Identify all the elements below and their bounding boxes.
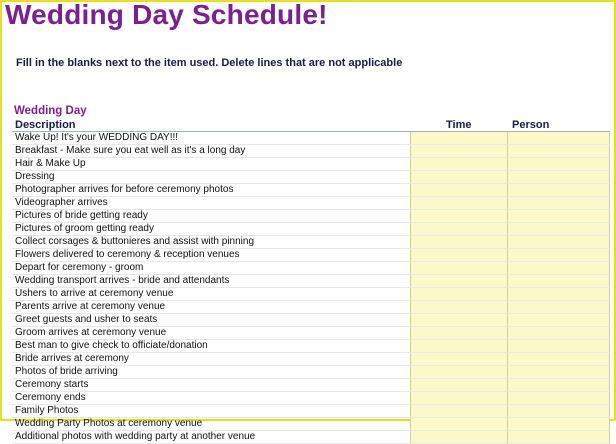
time-cell[interactable]: [410, 275, 507, 287]
person-responsible-cell[interactable]: [507, 314, 610, 326]
schedule-table: [12, 132, 610, 444]
table-row: [12, 366, 610, 379]
table-row: [12, 392, 610, 405]
item-description: Wedding Party Photos at ceremony venue: [15, 418, 203, 429]
time-cell[interactable]: [410, 236, 507, 248]
item-description: Depart for ceremony - groom: [15, 262, 144, 273]
person-responsible-cell[interactable]: [507, 366, 610, 378]
time-cell[interactable]: [410, 405, 507, 417]
time-cell[interactable]: [410, 223, 507, 235]
person-responsible-cell[interactable]: [507, 288, 610, 300]
person-responsible-cell[interactable]: [507, 418, 610, 430]
table-row: [12, 301, 610, 314]
person-responsible-cell[interactable]: [507, 145, 610, 157]
person-responsible-cell[interactable]: [507, 197, 610, 209]
time-cell[interactable]: [410, 249, 507, 261]
item-description: Collect corsages & buttonieres and assist with pinning: [15, 236, 255, 247]
item-description: Best man to give check to officiate/donation: [15, 340, 208, 351]
table-row: [12, 431, 610, 444]
time-cell[interactable]: [410, 210, 507, 222]
time-cell[interactable]: [410, 418, 507, 430]
table-row: [12, 353, 610, 366]
item-description: Wake Up! It's your WEDDING DAY!!!: [15, 132, 179, 143]
person-responsible-cell[interactable]: [507, 431, 610, 443]
item-description: Hair & Make Up: [15, 158, 86, 169]
table-row: [12, 145, 610, 158]
item-description: Photographer arrives for before ceremony photos: [15, 184, 234, 195]
person-responsible-cell[interactable]: [507, 249, 610, 261]
column-header-time: Time: [446, 119, 472, 131]
table-row: [12, 314, 610, 327]
person-responsible-cell[interactable]: [507, 262, 610, 274]
item-description: Flowers delivered to ceremony & reception venues: [15, 249, 240, 260]
table-row: [12, 262, 610, 275]
item-description: Additional photos with wedding party at another venue: [15, 431, 256, 442]
person-responsible-cell[interactable]: [507, 379, 610, 391]
page-title: Wedding Day Schedule!: [5, 0, 328, 30]
item-description: Pictures of bride getting ready: [15, 210, 148, 221]
person-responsible-cell[interactable]: [507, 171, 610, 183]
table-row: [12, 184, 610, 197]
table-row: [12, 236, 610, 249]
person-responsible-cell[interactable]: [507, 236, 610, 248]
table-row: [12, 418, 610, 431]
item-description: Videographer arrives: [15, 197, 108, 208]
column-header-person: Person: [512, 119, 550, 131]
time-cell[interactable]: [410, 301, 507, 313]
time-cell[interactable]: [410, 145, 507, 157]
person-responsible-cell[interactable]: [507, 301, 610, 313]
item-description: Groom arrives at ceremony venue: [15, 327, 167, 338]
item-description: Dressing: [15, 171, 55, 182]
table-row: [12, 405, 610, 418]
time-cell[interactable]: [410, 197, 507, 209]
item-description: Ushers to arrive at ceremony venue: [15, 288, 174, 299]
time-cell[interactable]: [410, 171, 507, 183]
time-cell[interactable]: [410, 353, 507, 365]
table-row: [12, 158, 610, 171]
person-responsible-cell[interactable]: [507, 340, 610, 352]
time-cell[interactable]: [410, 288, 507, 300]
table-row: [12, 275, 610, 288]
table-row: [12, 132, 610, 145]
table-row: [12, 340, 610, 353]
column-header-description: Description: [15, 119, 76, 131]
time-cell[interactable]: [410, 262, 507, 274]
item-description: Breakfast - Make sure you eat well as it's a long day: [15, 145, 246, 156]
table-row: [12, 197, 610, 210]
time-cell[interactable]: [410, 379, 507, 391]
person-responsible-cell[interactable]: [507, 184, 610, 196]
table-row: [12, 210, 610, 223]
item-description: Greet guests and usher to seats: [15, 314, 158, 325]
section-title: Wedding Day: [14, 105, 87, 117]
person-responsible-cell[interactable]: [507, 275, 610, 287]
person-responsible-cell[interactable]: [507, 158, 610, 170]
person-responsible-cell[interactable]: [507, 210, 610, 222]
person-responsible-cell[interactable]: [507, 392, 610, 404]
item-description: Ceremony ends: [15, 392, 86, 403]
time-cell[interactable]: [410, 327, 507, 339]
time-cell[interactable]: [410, 158, 507, 170]
table-row: [12, 327, 610, 340]
item-description: Wedding transport arrives - bride and attendants: [15, 275, 230, 286]
item-description: Parents arrive at ceremony venue: [15, 301, 166, 312]
time-cell[interactable]: [410, 340, 507, 352]
table-row: [12, 223, 610, 236]
time-cell[interactable]: [410, 184, 507, 196]
item-description: Pictures of groom getting ready: [15, 223, 154, 234]
item-description: Family Photos: [15, 405, 79, 416]
time-cell[interactable]: [410, 132, 507, 144]
time-cell[interactable]: [410, 392, 507, 404]
table-row: [12, 249, 610, 262]
person-responsible-cell[interactable]: [507, 353, 610, 365]
time-cell[interactable]: [410, 431, 507, 443]
table-row: [12, 288, 610, 301]
person-responsible-cell[interactable]: [507, 327, 610, 339]
time-cell[interactable]: [410, 366, 507, 378]
person-responsible-cell[interactable]: [507, 223, 610, 235]
table-row: [12, 379, 610, 392]
item-description: Bride arrives at ceremony: [15, 353, 129, 364]
instructions-text: Fill in the blanks next to the item used. Delete lines that are not applicable: [16, 57, 403, 69]
person-responsible-cell[interactable]: [507, 405, 610, 417]
item-description: Photos of bride arriving: [15, 366, 118, 377]
table-row: [12, 171, 610, 184]
person-responsible-cell[interactable]: [507, 132, 610, 144]
item-description: Ceremony starts: [15, 379, 89, 390]
time-cell[interactable]: [410, 314, 507, 326]
